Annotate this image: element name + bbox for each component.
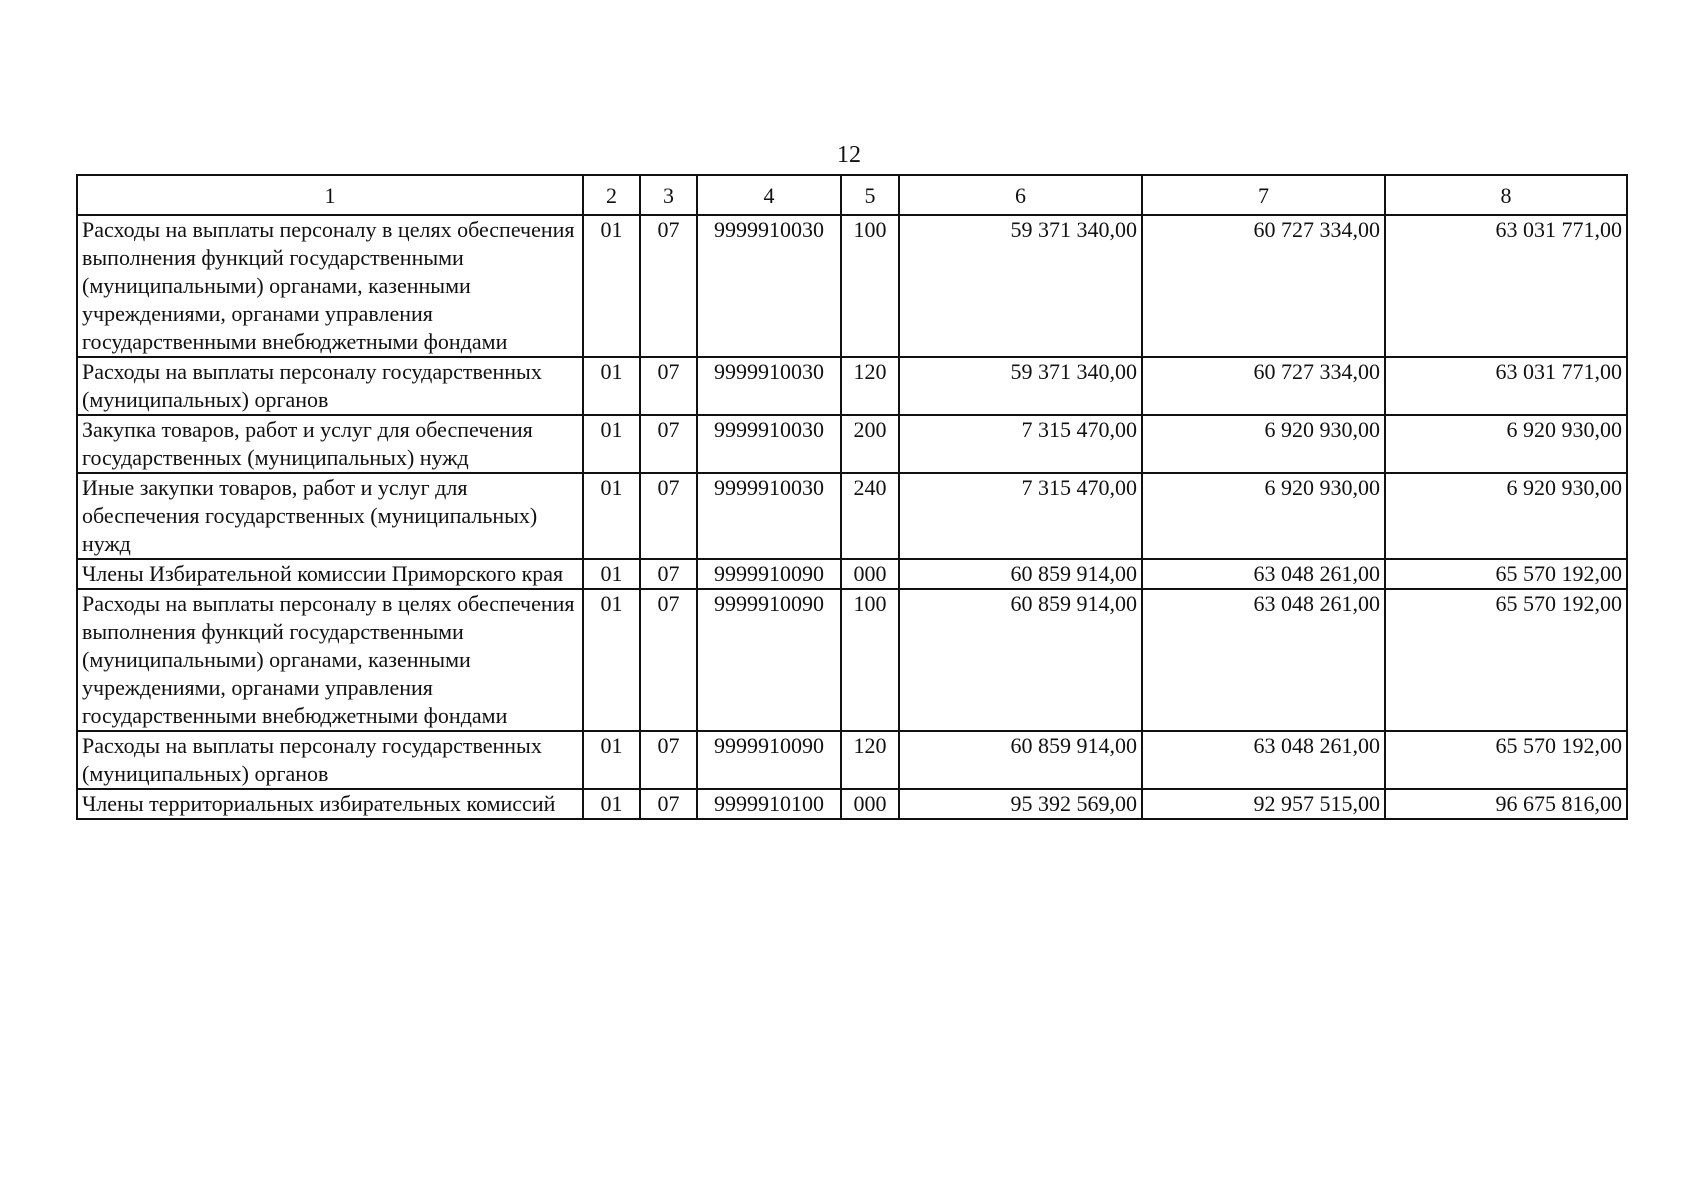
subsection-code: 07 xyxy=(640,731,697,789)
budget-table xyxy=(76,174,1628,820)
header-cell: 2 xyxy=(583,175,640,215)
page-number: 12 xyxy=(837,142,861,168)
target-article-code: 9999910090 xyxy=(697,589,841,731)
expense-name: Расходы на выплаты персоналу государственных (муниципальных) органов xyxy=(77,731,583,789)
amount-col-8: 96 675 816,00 xyxy=(1385,789,1627,819)
table-row xyxy=(77,415,1627,473)
amount-col-7: 63 048 261,00 xyxy=(1142,589,1385,731)
section-code: 01 xyxy=(583,589,640,731)
expense-name: Закупка товаров, работ и услуг для обеспечения государственных (муниципальных) нужд xyxy=(77,415,583,473)
subsection-code: 07 xyxy=(640,589,697,731)
table-row xyxy=(77,357,1627,415)
section-code: 01 xyxy=(583,357,640,415)
subsection-code: 07 xyxy=(640,559,697,589)
subsection-code: 07 xyxy=(640,357,697,415)
expense-type-code: 100 xyxy=(841,589,899,731)
header-cell: 5 xyxy=(841,175,899,215)
amount-col-7: 60 727 334,00 xyxy=(1142,215,1385,357)
header-cell: 7 xyxy=(1142,175,1385,215)
subsection-code: 07 xyxy=(640,415,697,473)
section-code: 01 xyxy=(583,559,640,589)
amount-col-8: 63 031 771,00 xyxy=(1385,215,1627,357)
table-row xyxy=(77,789,1627,819)
section-code: 01 xyxy=(583,215,640,357)
header-cell: 4 xyxy=(697,175,841,215)
target-article-code: 9999910030 xyxy=(697,473,841,559)
amount-col-7: 6 920 930,00 xyxy=(1142,473,1385,559)
header-row xyxy=(77,175,1627,215)
amount-col-7: 63 048 261,00 xyxy=(1142,559,1385,589)
amount-col-6: 95 392 569,00 xyxy=(899,789,1142,819)
expense-name: Члены территориальных избирательных комиссий xyxy=(77,789,583,819)
header-cell: 8 xyxy=(1385,175,1627,215)
target-article-code: 9999910030 xyxy=(697,415,841,473)
amount-col-8: 65 570 192,00 xyxy=(1385,731,1627,789)
amount-col-6: 7 315 470,00 xyxy=(899,415,1142,473)
target-article-code: 9999910100 xyxy=(697,789,841,819)
expense-type-code: 240 xyxy=(841,473,899,559)
expense-name: Расходы на выплаты персоналу государственных (муниципальных) органов xyxy=(77,357,583,415)
subsection-code: 07 xyxy=(640,473,697,559)
target-article-code: 9999910090 xyxy=(697,731,841,789)
expense-type-code: 120 xyxy=(841,357,899,415)
amount-col-7: 6 920 930,00 xyxy=(1142,415,1385,473)
amount-col-8: 65 570 192,00 xyxy=(1385,559,1627,589)
expense-name: Расходы на выплаты персоналу в целях обеспечения выполнения функций государственными (муниципальными) органами, казенными учреждениями, органами управления государственными внебюджетными фондами xyxy=(77,589,583,731)
amount-col-6: 60 859 914,00 xyxy=(899,731,1142,789)
amount-col-8: 6 920 930,00 xyxy=(1385,473,1627,559)
expense-type-code: 200 xyxy=(841,415,899,473)
amount-col-8: 65 570 192,00 xyxy=(1385,589,1627,731)
table-row xyxy=(77,559,1627,589)
amount-col-6: 60 859 914,00 xyxy=(899,589,1142,731)
subsection-code: 07 xyxy=(640,789,697,819)
subsection-code: 07 xyxy=(640,215,697,357)
header-cell: 1 xyxy=(77,175,583,215)
amount-col-8: 63 031 771,00 xyxy=(1385,357,1627,415)
amount-col-7: 92 957 515,00 xyxy=(1142,789,1385,819)
section-code: 01 xyxy=(583,473,640,559)
table-row xyxy=(77,215,1627,357)
header-cell: 3 xyxy=(640,175,697,215)
table-row xyxy=(77,473,1627,559)
expense-type-code: 100 xyxy=(841,215,899,357)
amount-col-6: 59 371 340,00 xyxy=(899,215,1142,357)
table-row xyxy=(77,589,1627,731)
target-article-code: 9999910030 xyxy=(697,357,841,415)
amount-col-6: 59 371 340,00 xyxy=(899,357,1142,415)
expense-type-code: 000 xyxy=(841,789,899,819)
expense-name: Иные закупки товаров, работ и услуг для обеспечения государственных (муниципальных) нужд xyxy=(77,473,583,559)
amount-col-7: 63 048 261,00 xyxy=(1142,731,1385,789)
amount-col-7: 60 727 334,00 xyxy=(1142,357,1385,415)
header-cell: 6 xyxy=(899,175,1142,215)
table-row xyxy=(77,731,1627,789)
amount-col-6: 60 859 914,00 xyxy=(899,559,1142,589)
expense-type-code: 120 xyxy=(841,731,899,789)
section-code: 01 xyxy=(583,731,640,789)
amount-col-8: 6 920 930,00 xyxy=(1385,415,1627,473)
expense-name: Члены Избирательной комиссии Приморского края xyxy=(77,559,583,589)
expense-type-code: 000 xyxy=(841,559,899,589)
target-article-code: 9999910030 xyxy=(697,215,841,357)
target-article-code: 9999910090 xyxy=(697,559,841,589)
expense-name: Расходы на выплаты персоналу в целях обеспечения выполнения функций государственными (муниципальными) органами, казенными учреждениями, органами управления государственными внебюджетными фондами xyxy=(77,215,583,357)
amount-col-6: 7 315 470,00 xyxy=(899,473,1142,559)
section-code: 01 xyxy=(583,789,640,819)
section-code: 01 xyxy=(583,415,640,473)
